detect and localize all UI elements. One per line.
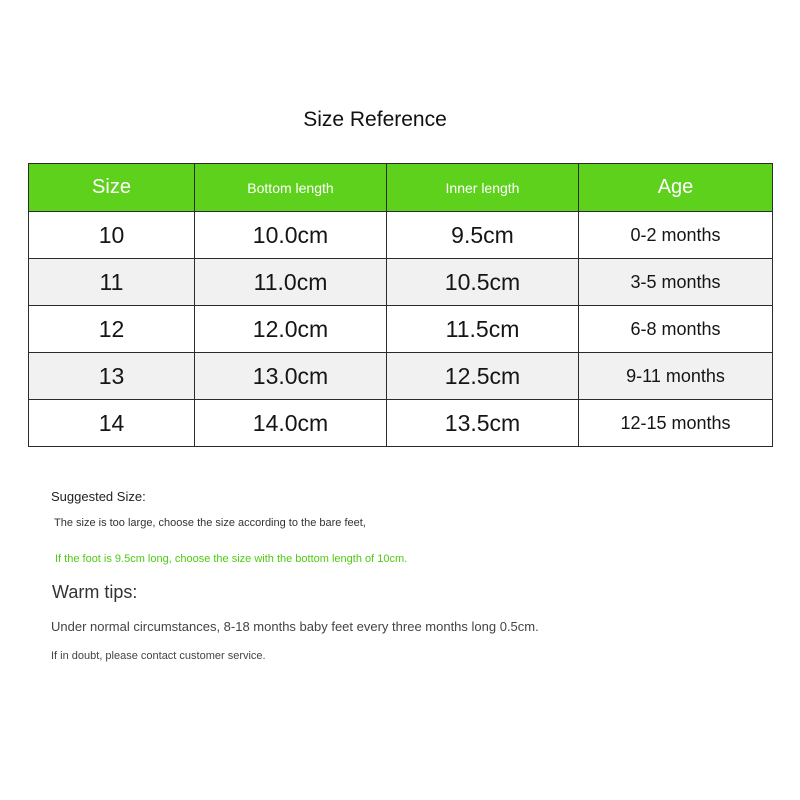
page-title: Size Reference xyxy=(303,108,447,131)
table-header-row xyxy=(29,164,773,212)
cell-size: 11 xyxy=(29,259,195,306)
cell-size: 12 xyxy=(29,306,195,353)
suggested-size-note: The size is too large, choose the size according to the bare feet, xyxy=(54,517,366,529)
table-row xyxy=(29,400,773,447)
table-row xyxy=(29,353,773,400)
size-reference-table xyxy=(28,163,773,447)
cell-inner-length: 11.5cm xyxy=(387,306,579,353)
cell-bottom-length: 14.0cm xyxy=(195,400,387,447)
warm-tips-growth-note: Under normal circumstances, 8-18 months baby feet every three months long 0.5cm. xyxy=(51,619,539,634)
cell-age: 0-2 months xyxy=(579,212,773,259)
table-row xyxy=(29,259,773,306)
cell-age: 9-11 months xyxy=(579,353,773,400)
warm-tips-heading: Warm tips: xyxy=(52,582,138,602)
cell-inner-length: 12.5cm xyxy=(387,353,579,400)
cell-inner-length: 9.5cm xyxy=(387,212,579,259)
cell-bottom-length: 10.0cm xyxy=(195,212,387,259)
table-row xyxy=(29,306,773,353)
cell-bottom-length: 11.0cm xyxy=(195,259,387,306)
suggested-size-heading: Suggested Size: xyxy=(51,489,146,504)
cell-size: 10 xyxy=(29,212,195,259)
cell-age: 3-5 months xyxy=(579,259,773,306)
header-inner-length: Inner length xyxy=(387,164,579,212)
cell-size: 13 xyxy=(29,353,195,400)
cell-bottom-length: 12.0cm xyxy=(195,306,387,353)
cell-age: 12-15 months xyxy=(579,400,773,447)
cell-inner-length: 10.5cm xyxy=(387,259,579,306)
header-bottom-length: Bottom length xyxy=(195,164,387,212)
suggested-size-example: If the foot is 9.5cm long, choose the size with the bottom length of 10cm. xyxy=(55,553,408,565)
table-row xyxy=(29,212,773,259)
warm-tips-contact-note: If in doubt, please contact customer service. xyxy=(51,650,266,662)
cell-size: 14 xyxy=(29,400,195,447)
header-size: Size xyxy=(29,164,195,212)
cell-bottom-length: 13.0cm xyxy=(195,353,387,400)
cell-inner-length: 13.5cm xyxy=(387,400,579,447)
header-age: Age xyxy=(579,164,773,212)
cell-age: 6-8 months xyxy=(579,306,773,353)
